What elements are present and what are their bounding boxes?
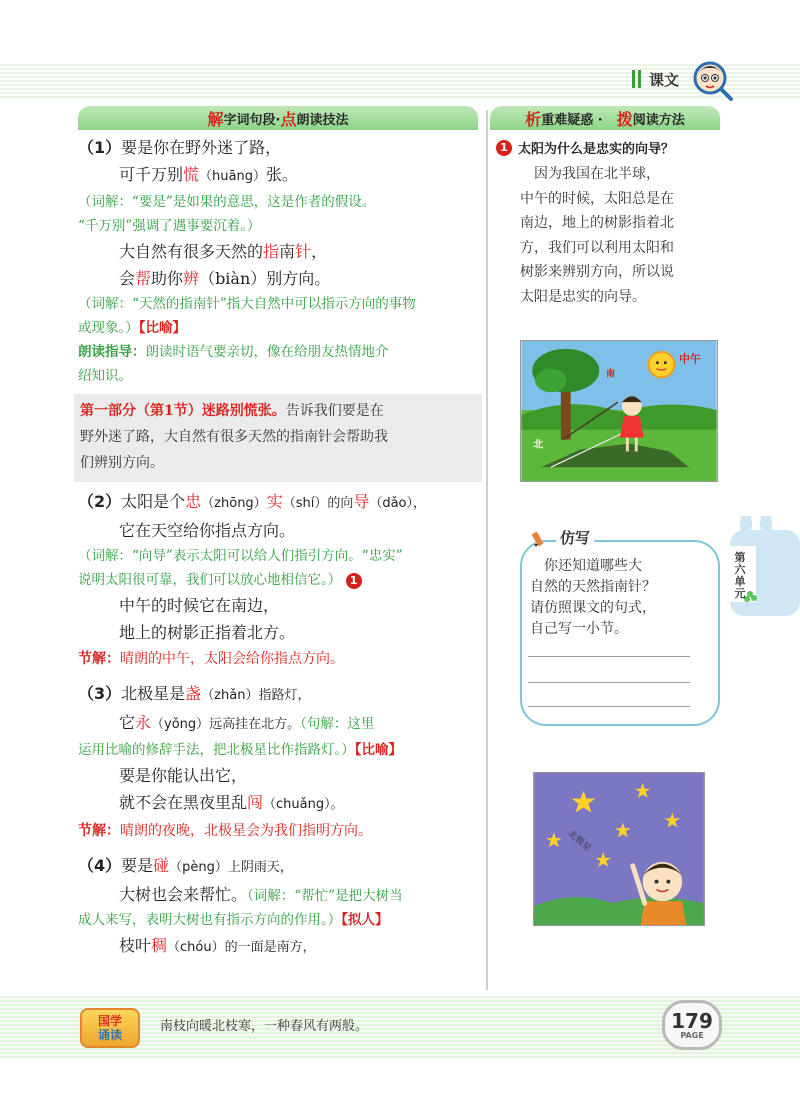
s4-gloss1: 成人来写，表明大树也有指示方向的作用。）【拟人】 — [78, 912, 389, 928]
s1-line1: （1）要是你在野外迷了路， — [78, 138, 282, 157]
mascot-magnifier-icon — [690, 58, 734, 102]
text-content — [78, 134, 478, 961]
north-star-label: 北极星 — [565, 828, 593, 854]
s2-gloss2: 说明太阳很可靠，我们可以放心地相信它。） 1 — [78, 568, 478, 592]
s2-line1: （2）太阳是个忠（zhōng）实（shí）的向导（dǎo）， — [78, 492, 427, 511]
answer-text: 因为我国在北半球， 中午的时候，太阳总是在 南边，地上的树影指着北 方，我们可以利用太阳和 树影来辨别方向，所以说 太阳是忠实的向导。 — [520, 166, 674, 305]
writing-line-2[interactable] — [528, 682, 690, 683]
s3-section-note: 节解：晴朗的夜晚，北极星会为我们指明方向。 — [78, 823, 372, 839]
imitation-writing-title: 仿写 — [556, 527, 594, 548]
page-number: 179 PAGE — [662, 1000, 722, 1050]
s4-line1: （4）要是碰（pèng）上阴雨天， — [78, 856, 293, 875]
s4-line2: 大树也会来帮忙。（词解：“帮忙”是把大树当 — [119, 885, 403, 904]
left-section-header: 解 字词句段· 点 朗读技法 — [78, 106, 478, 130]
writing-line-1[interactable] — [528, 656, 690, 657]
s3-line1: （3）北极星是盏（zhǎn）指路灯， — [78, 684, 311, 703]
column-divider — [486, 110, 488, 990]
pencil-icon — [530, 526, 552, 548]
s1-gloss2: “千万别”强调了遇事要沉着。） — [78, 218, 261, 234]
imitation-writing-header — [530, 526, 594, 548]
writing-line-3[interactable] — [528, 706, 690, 707]
section-label: 课文 — [649, 70, 680, 89]
section-tag — [632, 66, 679, 92]
s2-line2: 它在天空给你指点方向。 — [119, 521, 296, 540]
s3-line4: 就不会在黑夜里乱闯（chuǎng）。 — [119, 793, 344, 812]
s3-line3: 要是你能认出它， — [119, 766, 248, 785]
part-summary-box: 第一部分（第1节）迷路别慌张。告诉我们要是在 野外迷了路，大自然有很多天然的指南针会帮助我 们辨别方向。 — [74, 394, 482, 482]
north-label: 北 — [533, 439, 544, 451]
s2-gloss1: （词解：“向导”表示太阳可以给人们指引方向。“忠实” — [78, 548, 403, 564]
s1-gloss4: 或现象。）【比喻】 — [78, 320, 186, 336]
top-band — [0, 62, 800, 98]
sun-shadow-illustration — [520, 340, 718, 482]
north-star-illustration — [533, 772, 705, 926]
unit-label: 第六单元 — [734, 551, 746, 600]
footer-poem: 南枝向暖北枝寒，一种春风有两般。 — [160, 1019, 369, 1034]
bars-icon — [632, 70, 641, 88]
noon-label: 中午 — [679, 352, 701, 366]
s3-gloss1: 运用比喻的修辞手法，把北极星比作指路灯。）【比喻】 — [78, 742, 402, 758]
recitation-badge: 国学 诵读 — [80, 1008, 140, 1048]
s2-line4: 地上的树影正指着北方。 — [119, 623, 296, 642]
question-number: 1 — [496, 140, 512, 156]
reading-guide-2: 绍知识。 — [78, 368, 132, 384]
imitation-writing-prompt: 你还知道哪些大 自然的天然指南针？ 请仿照课文的句式， 自己写一小节。 — [530, 558, 656, 637]
s1-gloss1: （词解：“要是”是如果的意思，这是作者的假设。 — [78, 194, 376, 210]
s4-line3: 枝叶稠（chóu）的一面是南方， — [119, 936, 316, 955]
s1-line4: 会帮助你辨（biàn）别方向。 — [119, 269, 331, 288]
s3-line2: 它永（yǒng）远高挂在北方。（句解：这里 — [119, 713, 375, 732]
south-label: 南 — [606, 369, 616, 380]
reading-guide-1: 朗读指导：朗读时语气要亲切，像在给朋友热情地介 — [78, 344, 389, 360]
right-section-header: 析 重难疑惑 · 拨 阅读方法 — [490, 106, 720, 130]
s1-line2: 可千万别慌（huāng）张。 — [119, 165, 298, 184]
note-marker-1: 1 — [346, 573, 362, 589]
s1-gloss3: （词解：“天然的指南针”指大自然中可以指示方向的事物 — [78, 296, 416, 312]
s2-line3: 中午的时候它在南边， — [119, 596, 280, 615]
s1-line3: 大自然有很多天然的指南针， — [119, 242, 328, 261]
s2-section-note: 节解：晴朗的中午，太阳会给你指点方向。 — [78, 651, 344, 667]
question: 1 太阳为什么是忠实的向导？ — [496, 138, 726, 157]
